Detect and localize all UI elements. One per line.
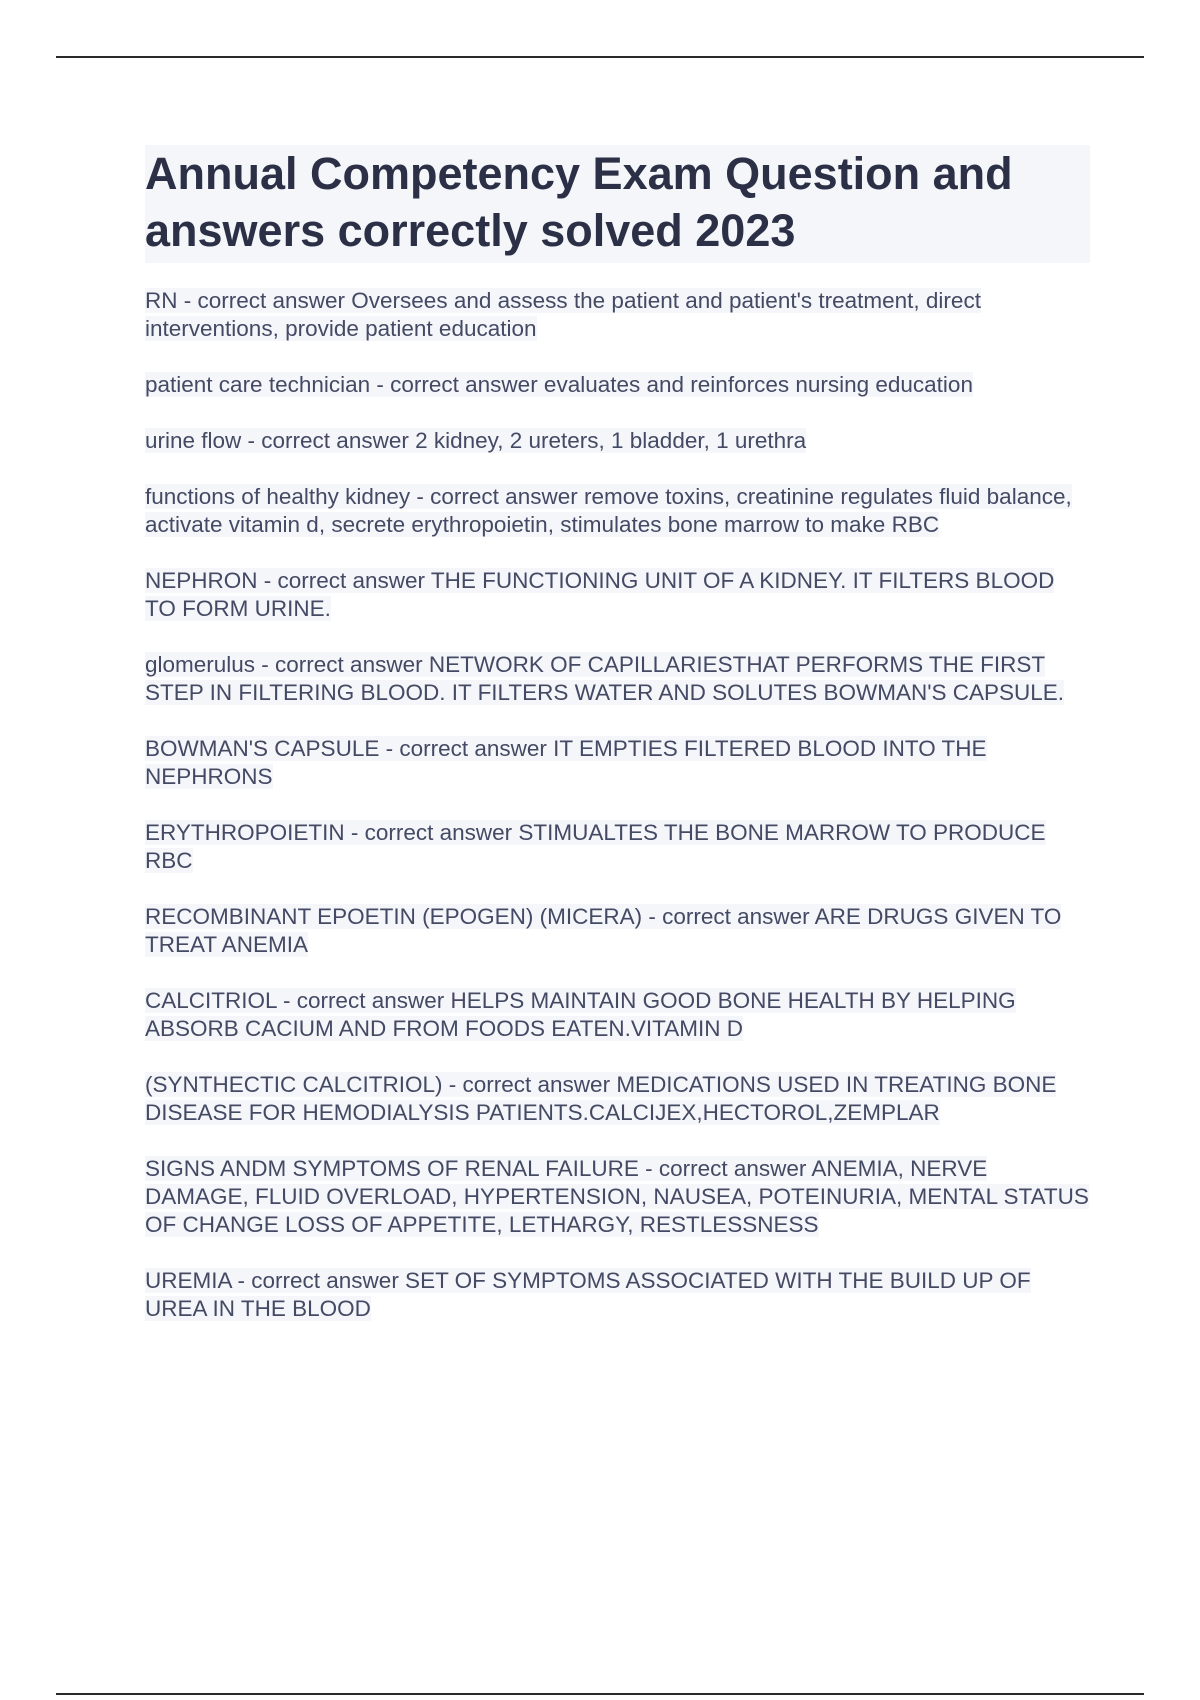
qa-item <box>145 651 1090 707</box>
qa-item-text: UREMIA - correct answer SET OF SYMPTOMS ASSOCIATED WITH THE BUILD UP OF UREA IN THE BLOOD <box>145 1268 1031 1321</box>
qa-item-text: BOWMAN'S CAPSULE - correct answer IT EMPTIES FILTERED BLOOD INTO THE NEPHRONS <box>145 736 987 789</box>
qa-item <box>145 427 1090 455</box>
qa-item <box>145 287 1090 343</box>
document-body <box>145 145 1090 1351</box>
qa-item-text: urine flow - correct answer 2 kidney, 2 ureters, 1 bladder, 1 urethra <box>145 428 807 453</box>
qa-item-text: patient care technician - correct answer evaluates and reinforces nursing education <box>145 372 973 397</box>
qa-item <box>145 903 1090 959</box>
qa-item <box>145 371 1090 399</box>
document-title: Annual Competency Exam Question and answers correctly solved 2023 <box>145 148 1013 256</box>
qa-item-text: (SYNTHECTIC CALCITRIOL) - correct answer MEDICATIONS USED IN TREATING BONE DISEASE FOR HEMODIALYSIS PATIENTS.CALCIJEX,HECTOROL,ZEMPLAR <box>145 1072 1057 1125</box>
qa-item <box>145 483 1090 539</box>
qa-item <box>145 1155 1090 1239</box>
qa-item-text: RECOMBINANT EPOETIN (EPOGEN) (MICERA) - correct answer ARE DRUGS GIVEN TO TREAT ANEMIA <box>145 904 1062 957</box>
qa-item <box>145 987 1090 1043</box>
qa-item-text: CALCITRIOL - correct answer HELPS MAINTAIN GOOD BONE HEALTH BY HELPING ABSORB CACIUM AND FROM FOODS EATEN.VITAMIN D <box>145 988 1016 1041</box>
title-block <box>145 145 1090 263</box>
qa-item <box>145 567 1090 623</box>
qa-item <box>145 819 1090 875</box>
bottom-divider <box>56 1693 1144 1695</box>
qa-item-text: functions of healthy kidney - correct answer remove toxins, creatinine regulates fluid balance, activate vitamin d, secrete erythropoietin, stimulates bone marrow to make RBC <box>145 484 1072 537</box>
qa-item <box>145 735 1090 791</box>
qa-item-text: ERYTHROPOIETIN - correct answer STIMUALTES THE BONE MARROW TO PRODUCE RBC <box>145 820 1046 873</box>
qa-item <box>145 1267 1090 1323</box>
qa-item-text: SIGNS ANDM SYMPTOMS OF RENAL FAILURE - correct answer ANEMIA, NERVE DAMAGE, FLUID OVERLOAD, HYPERTENSION, NAUSEA, POTEINURIA, MENTAL STATUS OF CHANGE LOSS OF APPETITE, LETHARGY, RESTLESSNESS <box>145 1156 1089 1237</box>
qa-item-text: NEPHRON - correct answer THE FUNCTIONING UNIT OF A KIDNEY. IT FILTERS BLOOD TO FORM URINE. <box>145 568 1055 621</box>
qa-item-text: glomerulus - correct answer NETWORK OF CAPILLARIESTHAT PERFORMS THE FIRST STEP IN FILTERING BLOOD. IT FILTERS WATER AND SOLUTES BOWMAN'S CAPSULE. <box>145 652 1065 705</box>
qa-item-text: RN - correct answer Oversees and assess the patient and patient's treatment, direct interventions, provide patient education <box>145 288 981 341</box>
top-divider <box>56 56 1144 58</box>
qa-item <box>145 1071 1090 1127</box>
